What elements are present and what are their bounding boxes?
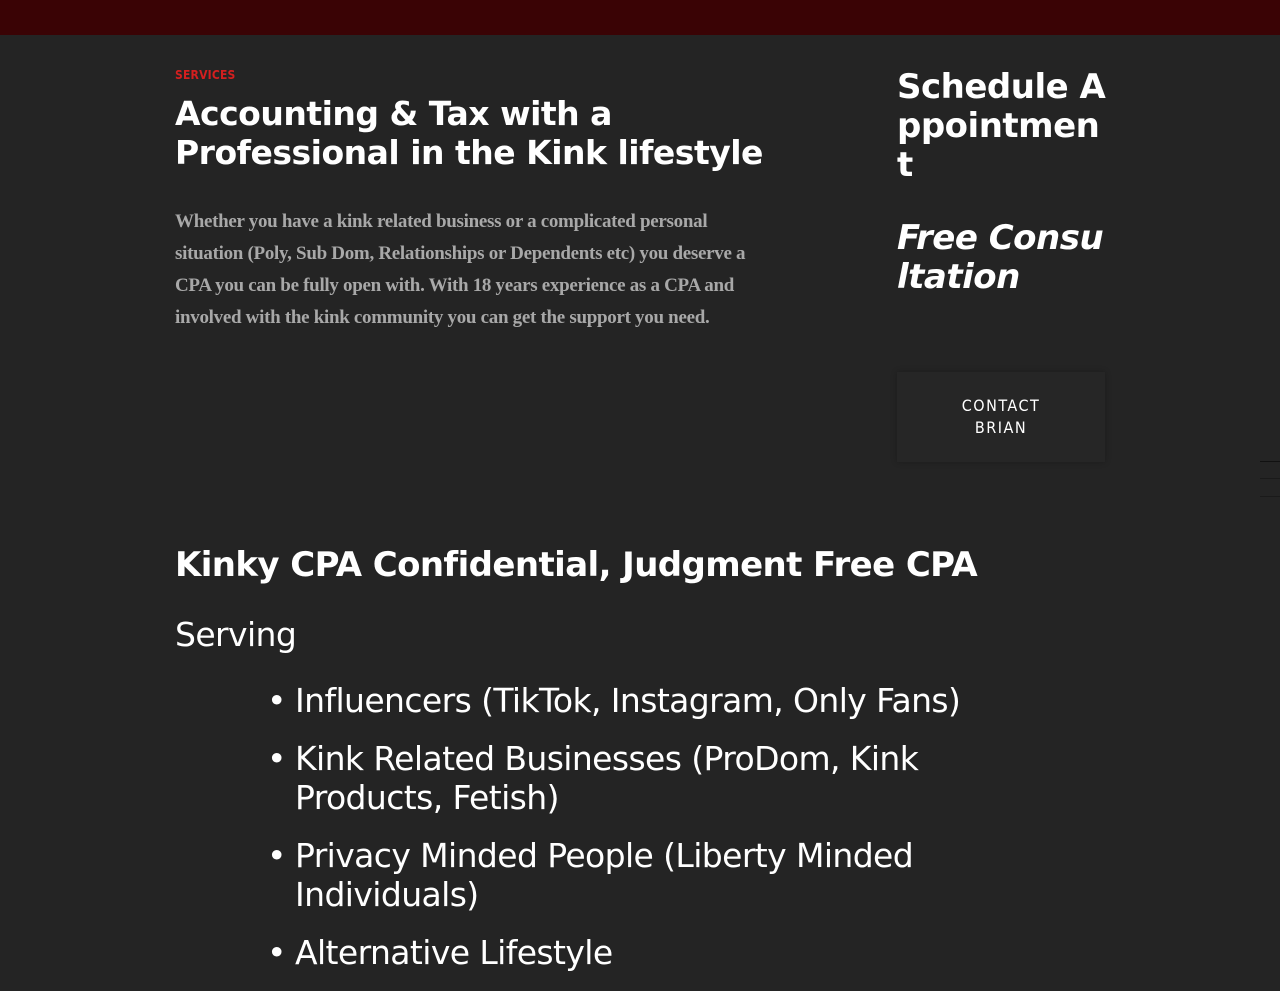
section-title: Kinky CPA Confidential, Judgment Free CPA: [175, 545, 978, 585]
edge-scroll-marker: [1260, 461, 1280, 497]
list-item-text: Influencers (TikTok, Instagram, Only Fans): [295, 681, 961, 720]
list-item-text: Kink Related Businesses (ProDom, Kink Products, Fetish): [295, 739, 919, 817]
bullet-icon: •: [267, 836, 286, 875]
services-section: [175, 543, 1075, 991]
list-item-text: Privacy Minded People (Liberty Minded Individuals): [295, 836, 914, 914]
bullet-icon: •: [267, 739, 286, 778]
list-item: [267, 681, 967, 720]
bullet-icon: •: [267, 681, 286, 720]
hero-section: [175, 68, 775, 334]
serving-list: [267, 681, 967, 972]
services-eyebrow: SERVICES: [175, 68, 236, 82]
schedule-panel: [897, 68, 1107, 297]
list-item: [267, 933, 967, 972]
bullet-icon: •: [267, 933, 286, 972]
contact-brian-button[interactable]: [897, 372, 1105, 462]
top-bar: [0, 0, 1280, 35]
list-item: [267, 836, 967, 914]
schedule-title: Schedule Appointment: [897, 67, 1106, 185]
hero-description: Whether you have a kink related business or a complicated personal situation (Poly, Sub Dom, Relationships or Dependents etc) you deserve a CPA you can be fully open with. With 18 years experience as a CPA and involved with the kink community you can get the support you need.: [175, 211, 746, 328]
hero-title: Accounting & Tax with a Professional in the Kink lifestyle: [175, 94, 763, 172]
serving-label: Serving: [175, 615, 297, 654]
list-item: [267, 739, 967, 817]
contact-button-label: CONTACT BRIAN: [961, 396, 1041, 437]
free-consultation-label: Free Consultation: [897, 218, 1104, 297]
list-item-text: Alternative Lifestyle: [295, 933, 613, 972]
